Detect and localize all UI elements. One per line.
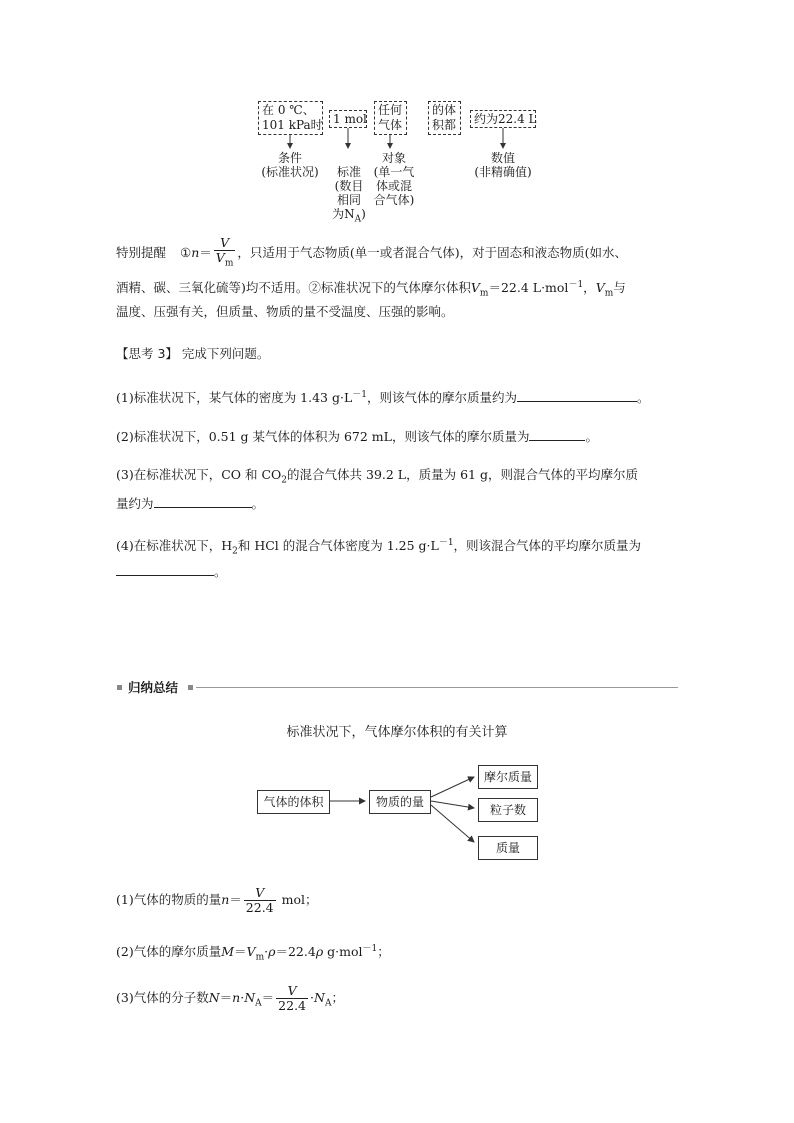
box-text: 积都 [432,118,457,132]
var-rho: ρ [315,944,324,960]
equals: ＝ [229,892,242,907]
box-text: 气体 [378,118,403,132]
var-na: N [244,990,256,1005]
unit: g·mol [323,944,363,960]
question-text: ，则该混合气体的平均摩尔质量为 [453,538,642,554]
flow-box-particles: 粒子数 [478,798,538,822]
superscript: －1 [568,280,584,290]
value-text: ＝22.4 [275,944,316,960]
var-m: M [221,944,235,960]
numerator: V [214,236,236,251]
flow-box-amount: 物质的量 [369,790,431,814]
var-rho: ρ [268,944,276,960]
arrow-to-particles [431,801,474,808]
var-na: N [314,990,325,1005]
flow-box-mass: 质量 [478,836,538,860]
fraction-v-22.4 [244,886,276,915]
subscript: m [479,288,489,299]
dot: · [310,990,314,1005]
object-label: 对象 (单一气 体或混 合气体) [373,151,415,207]
reminder-text: ，只适用于气态物质(单一或者混合气体)，对于固态和液态物质(如水、 [237,244,628,260]
period: 。 [251,496,265,511]
subscript: 2 [232,546,238,557]
flow-box-molar-mass: 摩尔质量 [478,765,538,789]
denominator: 22.4 [278,998,307,1013]
box-text: 的体 [432,103,457,117]
subscript: m [255,952,265,963]
semicolon: ； [331,990,344,1005]
var-v: V [215,250,225,265]
question-text: (1)标准状况下，某气体的密度为 1.43 g·L [116,390,353,406]
value-text: ＝22.4 L·mol [488,280,569,296]
subscript: m [224,258,234,269]
arrow-to-molar-mass [431,777,474,797]
think-label: 【思考 3】 [116,346,178,361]
arrow-to-mass [431,805,474,842]
formula-3 [116,980,682,1022]
reminder-line-3: 温度、压强有关，但质量、物质的量不受温度、压强的影响。 [116,304,454,319]
dot: · [264,944,269,960]
fraction-v-22.4 [276,984,308,1013]
equals: ＝ [261,990,275,1005]
box-text: 约为22.4 L [474,112,537,126]
numerator: V [244,886,276,901]
question-text: (4)在标准状况下，H [116,538,233,554]
box-text: 101 kPa时 [262,118,323,132]
var-n: n [191,244,200,260]
period: 。 [585,429,598,444]
subscript: 2 [281,475,288,486]
question-text: (3)在标准状况下，CO 和 CO [116,467,282,482]
period: 。 [637,390,650,406]
box-text: 任何 [378,103,403,117]
circle-number: ① [180,244,192,260]
unit: mol； [281,892,318,907]
paren: ) [361,207,366,221]
question-text: ，则该气体的摩尔质量约为 [367,390,518,406]
var-v: V [595,280,605,296]
flow-box-volume: 气体的体积 [257,790,330,814]
think-instruction: 完成下列问题。 [181,346,270,361]
var-v: V [246,944,256,960]
subscript: A [354,214,362,225]
superscript: －1 [362,944,378,954]
var-v: V [470,280,480,296]
subscript: A [255,998,262,1009]
question-text: 的混合气体共 39.2 L，质量为 61 g，则混合气体的平均摩尔质 [287,467,638,482]
comma: ， [583,280,596,296]
semicolon: ； [377,944,390,960]
equals: ＝ [234,944,247,960]
equals: ＝ [199,244,212,260]
numerator: V [276,984,308,999]
superscript: －1 [352,390,367,400]
reminder-text: 酒精、碳、三氧化硫等)均不适用。②标准状况下的气体摩尔体积 [116,280,471,296]
question-text: 和 HCl 的混合气体密度为 1.25 g·L [237,538,439,554]
question-text: 量约为 [116,496,154,511]
formula-2 [116,940,682,967]
standard-label-text: 标准 (数目 相同 为N [332,165,364,221]
var-n: n [221,892,230,907]
formula-text: (1)气体的物质的量 [116,892,222,907]
var-n: n [232,990,241,1005]
reminder-title: 特别提醒 [116,244,167,260]
subscript: A [324,998,332,1009]
var-n-upper: N [208,990,220,1005]
denominator: 22.4 [245,900,274,915]
summary-header-text: 归纳总结 [128,680,179,695]
formula-text: (2)气体的摩尔质量 [116,944,222,960]
superscript: －1 [438,538,454,548]
subscript: m [604,288,614,299]
period: 。 [214,564,227,579]
reminder-text: 与 [613,280,626,296]
dot: · [240,990,245,1005]
condition-label: 条件 (标准状况) [261,151,319,179]
formula-text: (3)气体的分子数 [116,990,209,1005]
value-label: 数值 (非精确值) [474,151,532,179]
box-text: 在 0 ℃、 [262,103,315,117]
question-text: (2)标准状况下，0.51 g 某气体的体积为 672 mL，则该气体的摩尔质量为 [116,429,530,444]
box-text: 1 mol [333,112,367,126]
summary-title: 标准状况下，气体摩尔体积的有关计算 [286,725,508,740]
equals: ＝ [219,990,233,1005]
formula-1 [116,882,682,918]
